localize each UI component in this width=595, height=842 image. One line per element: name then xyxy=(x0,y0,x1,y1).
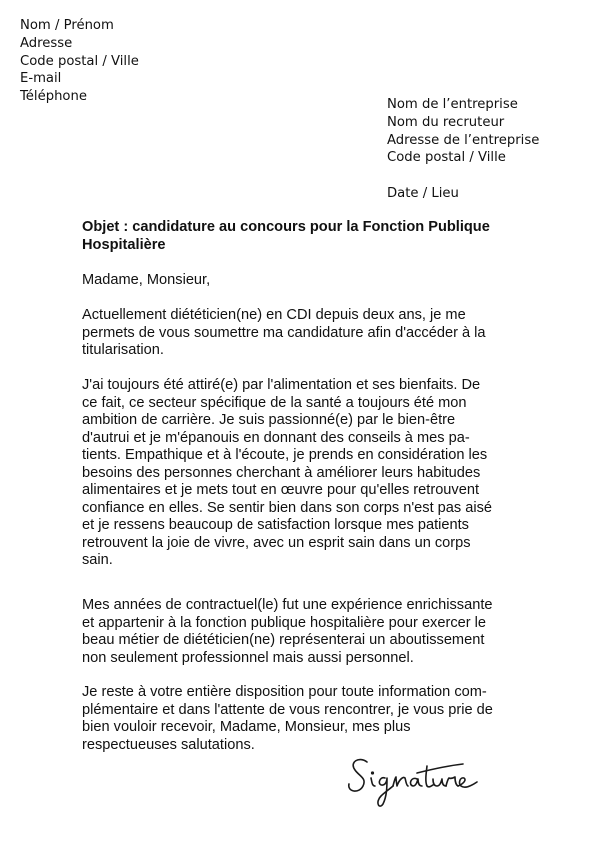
paragraph-line: alimentaires et je mets tout en œuvre pour qu'elles retrouvent xyxy=(82,482,480,498)
recipient-company: Nom de l’entreprise xyxy=(387,97,518,112)
paragraph-line: non seulement professionnel mais aussi personnel. xyxy=(82,649,414,666)
paragraph-line: Mes années de contractuel(le) fut une expérience enrichissante xyxy=(82,597,493,613)
paragraph-line: sain. xyxy=(82,552,113,568)
paragraph-line: besoins des personnes cherchant à améliorer leurs habitudes xyxy=(82,464,481,481)
paragraph-motivation xyxy=(82,377,522,570)
sender-name: Nom / Prénom xyxy=(20,18,114,33)
paragraph-line: bien vouloir recevoir, Madame, Monsieur, mes plus xyxy=(82,719,411,735)
paragraph-line: ce fait, ce secteur spécifique de la santé a toujours été mon xyxy=(82,394,467,411)
paragraph-line: et je ressens beaucoup de satisfaction lorsque mes patients xyxy=(82,517,469,533)
recipient-recruiter: Nom du recruteur xyxy=(387,114,505,130)
subject-line: Hospitalière xyxy=(82,236,166,253)
paragraph-experience xyxy=(82,597,522,667)
paragraph-line: Actuellement diététicien(ne) en CDI depuis deux ans, je me xyxy=(82,307,466,323)
paragraph-line: permets de vous soumettre ma candidature afin d'accéder à la xyxy=(82,324,486,341)
paragraph-line: confiance en elles. Se sentir bien dans son corps n'est pas aisé xyxy=(82,499,493,516)
recipient-postal-city: Code postal / Ville xyxy=(387,150,506,166)
recipient-address: Adresse de l’entreprise xyxy=(387,132,540,148)
sender-address: Adresse xyxy=(20,35,73,51)
recipient-address-block xyxy=(387,96,539,167)
paragraph-line: respectueuses salutations. xyxy=(82,736,255,753)
subject-line: Objet : candidature au concours pour la Fonction Publique xyxy=(82,219,490,235)
sender-email: E-mail xyxy=(20,71,62,87)
letter-subject xyxy=(82,219,522,254)
paragraph-closing xyxy=(82,684,522,754)
salutation: Madame, Monsieur, xyxy=(82,272,211,288)
paragraph-line: J'ai toujours été attiré(e) par l'alimentation et ses bienfaits. De xyxy=(82,377,481,393)
paragraph-line: plémentaire et dans l'attente de vous rencontrer, je vous prie de xyxy=(82,701,493,718)
paragraph-line: titularisation. xyxy=(82,342,164,358)
paragraph-line: beau métier de diététicien(ne) représenterai un aboutissement xyxy=(82,632,485,648)
handwritten-signature xyxy=(345,752,490,812)
sender-phone: Téléphone xyxy=(20,89,87,105)
paragraph-line: retrouvent la joie de vivre, avec un esprit sain dans un corps xyxy=(82,534,471,551)
date-place: Date / Lieu xyxy=(387,186,459,201)
paragraph-line: tients. Empathique et à l'écoute, je prends en considération les xyxy=(82,447,488,463)
sender-address-block xyxy=(20,17,139,106)
paragraph-line: d'autrui et je m'épanouis en donnant des conseils à mes pa- xyxy=(82,429,470,446)
paragraph-intro xyxy=(82,307,522,360)
paragraph-line: Je reste à votre entière disposition pour toute information com- xyxy=(82,684,487,700)
sender-postal-city: Code postal / Ville xyxy=(20,53,139,69)
paragraph-line: et appartenir à la fonction publique hospitalière pour exercer le xyxy=(82,614,487,631)
paragraph-line: ambition de carrière. Je suis passionné(e) par le bien-être xyxy=(82,412,456,428)
